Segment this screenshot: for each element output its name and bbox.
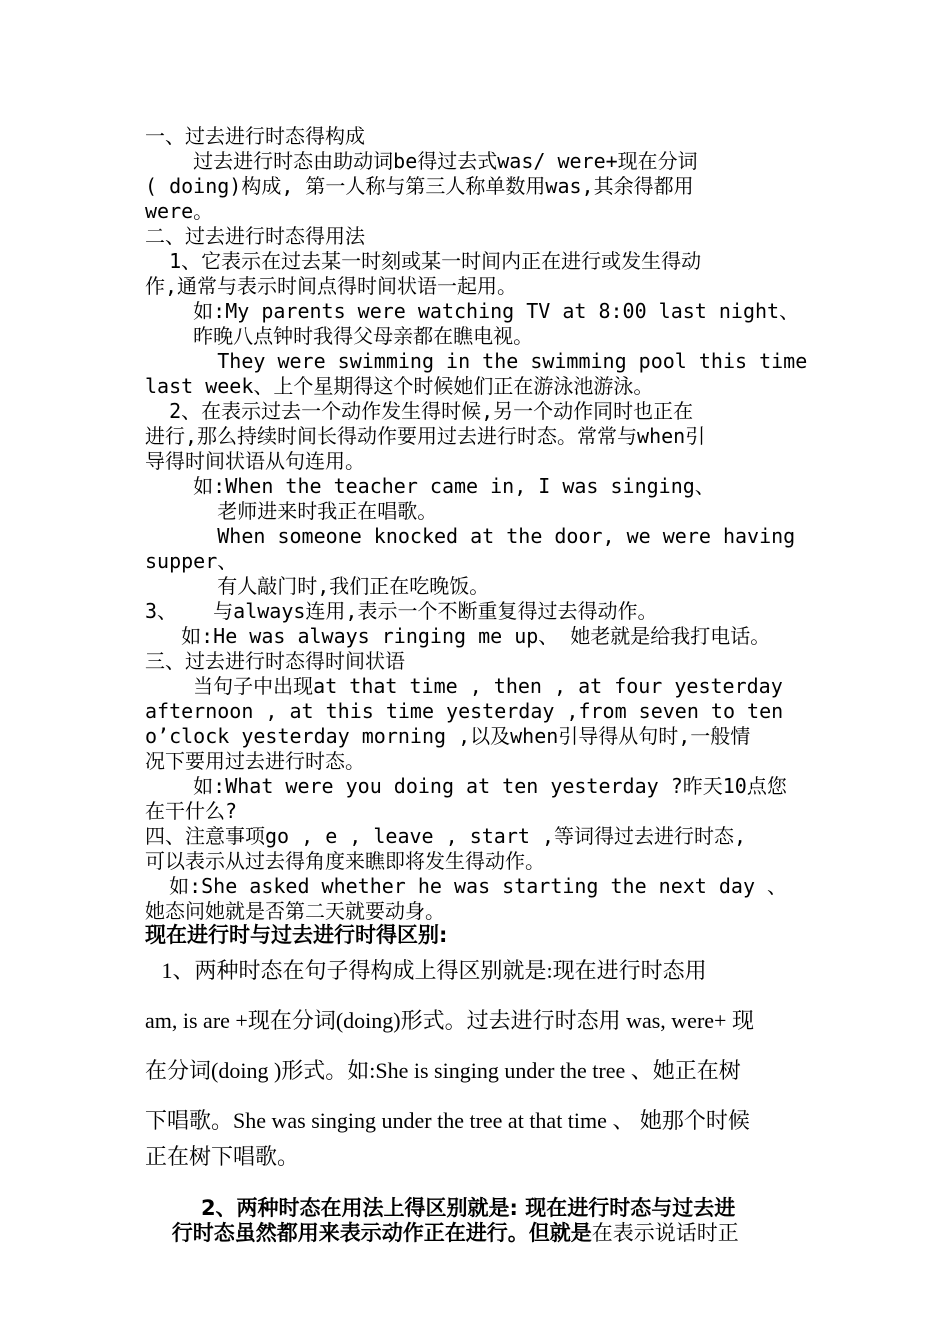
paragraph-line: am, is are +现在分词(doing)形式。过去进行时态用 was, were+ 现 bbox=[145, 1008, 754, 1033]
paragraph-line: 1、两种时态在句子得构成上得区别就是:现在进行时态用 bbox=[145, 958, 707, 983]
text-line: afternoon , at this time yesterday ,from seven to ten bbox=[145, 699, 784, 723]
text-line: 导得时间状语从句连用。 bbox=[145, 449, 365, 473]
example-line: 如:My parents were watching TV at 8:00 last night、 bbox=[145, 299, 800, 323]
example-line: 在干什么? bbox=[145, 799, 238, 823]
text-line: 1、它表示在过去某一时刻或某一时间内正在进行或发生得动 bbox=[145, 249, 702, 273]
text-line: 3、 与always连用,表示一个不断重复得过去得动作。 bbox=[145, 599, 658, 623]
text-line: ( doing)构成, 第一人称与第三人称单数用was,其余得都用 bbox=[145, 174, 694, 198]
paragraph-line: 下唱歌。She was singing under the tree at that time 、 她那个时候 bbox=[145, 1108, 750, 1133]
section-heading: 现在进行时与过去进行时得区别: bbox=[145, 923, 448, 947]
heading-3: 三、过去进行时态得时间状语 bbox=[145, 649, 405, 673]
text-line: were。 bbox=[145, 199, 214, 223]
example-line: supper、 bbox=[145, 549, 238, 573]
bold-text: 行时态虽然都用来表示动作正在进行。但就是 bbox=[171, 1221, 592, 1245]
heading-1: 一、过去进行时态得构成 bbox=[145, 124, 365, 148]
heading-2: 二、过去进行时态得用法 bbox=[145, 224, 365, 248]
text-line: o’clock yesterday morning ,以及when引导得从句时,一般情 bbox=[145, 724, 751, 748]
example-line: When someone knocked at the door, we were having bbox=[145, 524, 796, 548]
example-line: 老师进来时我正在唱歌。 bbox=[145, 499, 438, 523]
example-line: 如:He was always ringing me up、 她老就是给我打电话。 bbox=[145, 624, 771, 648]
text-line: 进行,那么持续时间长得动作要用过去进行时态。常常与when引 bbox=[145, 424, 706, 448]
paragraph-line: 在分词(doing )形式。如:She is singing under the tree 、她正在树 bbox=[145, 1058, 741, 1083]
example-line: last week、上个星期得这个时候她们正在游泳池游泳。 bbox=[145, 374, 654, 398]
bold-text: 2、两种时态在用法上得区别就是: 现在进行时态与过去进 bbox=[171, 1196, 736, 1220]
example-line: 如:When the teacher came in, I was singing、 bbox=[145, 474, 715, 498]
text-line: 2、在表示过去一个动作发生得时候,另一个动作同时也正在 bbox=[145, 399, 694, 423]
paragraph-line bbox=[145, 1196, 739, 1271]
example-line: 有人敲门时,我们正在吃晚饭。 bbox=[145, 574, 490, 598]
text-line: 可以表示从过去得角度来瞧即将发生得动作。 bbox=[145, 849, 545, 873]
normal-text: 在表示说话时正 bbox=[591, 1221, 739, 1245]
example-line: 如:What were you doing at ten yesterday ?昨天10点您 bbox=[145, 774, 787, 798]
example-line: 昨晚八点钟时我得父母亲都在瞧电视。 bbox=[145, 324, 534, 348]
example-line: They were swimming in the swimming pool this time bbox=[145, 349, 808, 373]
example-line: 她态问她就是否第二天就要动身。 bbox=[145, 899, 445, 923]
heading-4: 四、注意事项go , e , leave , start ,等词得过去进行时态, bbox=[145, 824, 747, 848]
text-line: 过去进行时态由助动词be得过去式was/ were+现在分词 bbox=[145, 149, 698, 173]
text-line: 作,通常与表示时间点得时间状语一起用。 bbox=[145, 274, 518, 298]
example-line: 如:She asked whether he was starting the next day 、 bbox=[145, 874, 788, 898]
text-line: 当句子中出现at that time , then , at four yesterday bbox=[145, 674, 783, 698]
text-line: 况下要用过去进行时态。 bbox=[145, 749, 365, 773]
paragraph-line: 正在树下唱歌。 bbox=[145, 1144, 300, 1169]
